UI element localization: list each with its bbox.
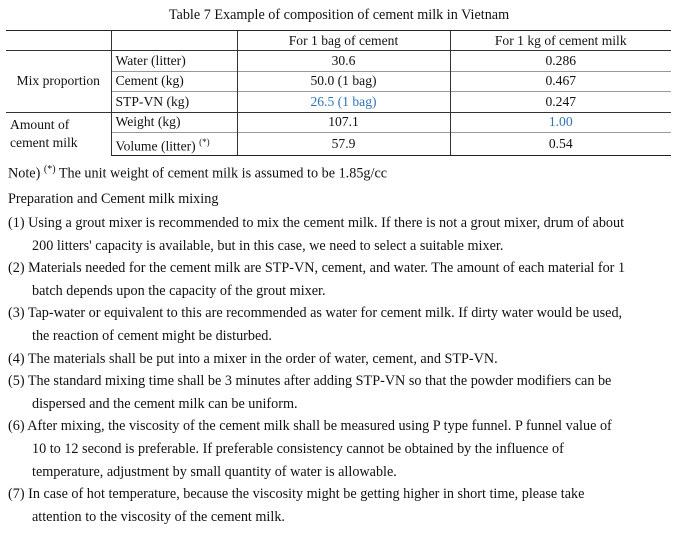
row-label: Water (litter)	[111, 51, 237, 71]
cell-value: 0.54	[450, 132, 671, 156]
cell-value: 57.9	[237, 132, 450, 156]
list-item	[8, 257, 656, 302]
list-item	[8, 348, 656, 371]
group-amount-cement-milk	[6, 112, 111, 156]
cell-value: 50.0 (1 bag)	[237, 71, 450, 91]
list-item-continuation: dispersed and the cement milk can be uniform.	[32, 395, 298, 412]
list-item	[8, 483, 656, 528]
cell-value: 0.467	[450, 71, 671, 91]
group-mix-proportion: Mix proportion	[6, 51, 111, 112]
table-note	[8, 160, 387, 184]
note-marker: (*)	[43, 164, 56, 175]
list-item-text: (3) Tap-water or equivalent to this are recommended as water for cement milk. If dirty water would be used,	[8, 305, 623, 322]
list-item-continuation: attention to the viscosity of the cement milk.	[32, 508, 285, 525]
cell-value: 30.6	[237, 51, 450, 71]
table-row	[6, 51, 671, 71]
list-item	[8, 370, 656, 415]
list-item-text: (1) Using a grout mixer is recommended to mix the cement milk. If there is not a grout mixer, drum of about	[8, 215, 625, 231]
header-per-kg: For 1 kg of cement milk	[450, 31, 671, 51]
note-text: The unit weight of cement milk is assumed to be 1.85g/cc	[58, 165, 388, 182]
composition-table	[6, 30, 671, 156]
cell-value-highlight: 26.5 (1 bag)	[237, 92, 450, 112]
list-item-continuation: batch depends upon the capacity of the grout mixer.	[32, 282, 326, 299]
procedure-list	[8, 212, 656, 528]
list-item-text: (7) In case of hot temperature, because the viscosity might be getting higher in short time, please take	[8, 486, 585, 503]
list-item	[8, 415, 656, 483]
row-label: Volume (litter) (*)	[111, 132, 237, 156]
table-caption: Table 7 Example of composition of cement milk in Vietnam	[168, 7, 510, 23]
list-item-continuation: 200 litters' capacity is available, but in this case, we need to select a suitable mixer.	[32, 237, 504, 254]
list-item-text: (5) The standard mixing time shall be 3 minutes after adding STP-VN so that the powder modifiers can be	[8, 373, 612, 390]
group-label-line: cement milk	[10, 135, 78, 151]
list-item	[8, 302, 656, 347]
row-label: Weight (kg)	[111, 112, 237, 132]
row-label: STP-VN (kg)	[111, 92, 237, 112]
note-prefix: Note)	[8, 165, 41, 182]
cell-value: 107.1	[237, 112, 450, 132]
list-item	[8, 212, 656, 257]
section-title: Preparation and Cement milk mixing	[8, 191, 219, 207]
table-header-row	[6, 31, 671, 51]
row-label: Cement (kg)	[111, 71, 237, 91]
footnote-marker: (*)	[199, 136, 210, 147]
table-row	[6, 112, 671, 132]
cell-value: 0.286	[450, 51, 671, 71]
list-item-continuation: temperature, adjustment by small quantity of water is allowable.	[32, 463, 397, 480]
list-item-continuation: the reaction of cement might be disturbed.	[32, 327, 272, 344]
list-item-text: (4) The materials shall be put into a mixer in the order of water, cement, and STP-VN.	[8, 350, 498, 367]
header-per-bag: For 1 bag of cement	[237, 31, 450, 51]
list-item-continuation: 10 to 12 second is preferable. If preferable consistency cannot be obtained by the influence of	[32, 440, 564, 457]
group-label-line: Amount of	[10, 117, 70, 133]
cell-value: 0.247	[450, 92, 671, 112]
cell-value-highlight: 1.00	[450, 112, 671, 132]
list-item-text: (2) Materials needed for the cement milk are STP-VN, cement, and water. The amount of each material for 1	[8, 260, 626, 277]
list-item-text: (6) After mixing, the viscosity of the cement milk shall be measured using P type funnel. P funnel value of	[8, 418, 612, 435]
